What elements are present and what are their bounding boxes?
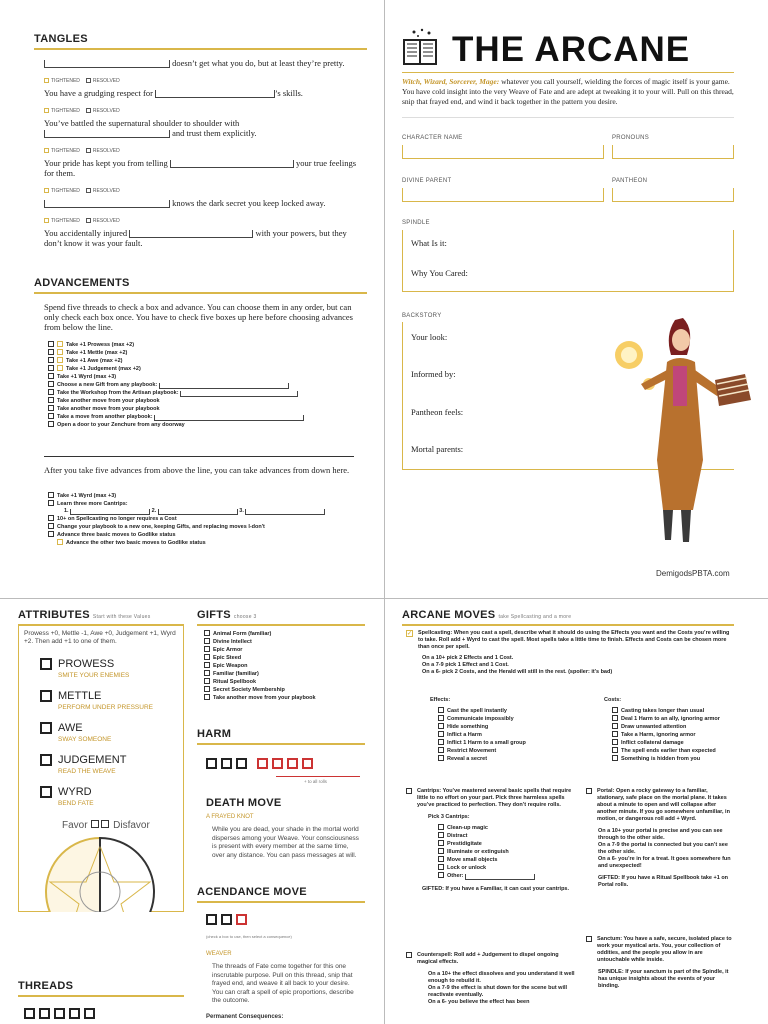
cantrip-label: Lock or unlock: [447, 865, 487, 871]
arcane-character-illustration: [605, 310, 765, 550]
effect-label: Inflict 1 Harm to a small group: [447, 740, 526, 746]
advance-checkbox[interactable]: [48, 365, 54, 371]
counterspell-roll: On a 10+ the effect dissolves and you understand it well enough to rebuild it.: [428, 971, 575, 984]
effect-checkbox[interactable]: [438, 731, 444, 737]
resolved-label: RESOLVED: [92, 187, 120, 194]
backstory-pantheon-label: Pantheon feels:: [411, 407, 464, 417]
advance-label: Take another move from your playbook: [57, 406, 160, 412]
tangle-item: [44, 118, 366, 158]
cantrips-checkbox[interactable]: [406, 788, 412, 794]
advance-label: Take +1 Judgement (max +2): [66, 366, 141, 372]
cantrip-label: Prestidigitate: [447, 841, 482, 847]
tangles-rule: [34, 48, 367, 50]
harm-note: + to all rolls: [304, 779, 327, 784]
advance-label: Advance three basic moves to Godlike status: [57, 532, 176, 538]
portal-roll: On a 6- you’re in for a treat. It goes somewhere fun and unexpected!: [598, 856, 731, 869]
portal-roll: On a 10+ your portal is precise and you can see through to the other side.: [598, 828, 723, 841]
cost-label: Casting takes longer than usual: [621, 708, 705, 714]
cantrips-pick: Pick 3 Cantrips:: [428, 814, 470, 820]
death-move-text: While you are dead, your shade in the mortal world disperses among your Weave. Your consciousness is present with every member at the same time, over any distance. You can pass messages at will.: [212, 826, 359, 859]
spellcasting-checkbox[interactable]: ✓: [407, 631, 413, 637]
advance-label: Take a move from another playbook:: [57, 414, 153, 420]
advancements-rule: [34, 292, 367, 294]
cost-label: Something is hidden from you: [621, 756, 701, 762]
portal-gifted: GIFTED: If you have a Ritual Spellbook take +1 on Portal rolls.: [598, 875, 729, 888]
ascendance-box-final[interactable]: [236, 914, 247, 925]
advance-blank[interactable]: [180, 391, 298, 397]
costs-title: Costs:: [604, 697, 622, 703]
attributes-values: Prowess +0, Mettle -1, Awe +0, Judgement +1, Wyrd +2. Then add +1 to one of them.: [24, 630, 176, 645]
header-intro-emphasis: Witch, Wizard, Sorcerer, Mage:: [402, 77, 500, 86]
resolved-label: RESOLVED: [92, 147, 120, 154]
thread-box[interactable]: [54, 1008, 65, 1019]
advance-label: Take the Workshop from the Artisan playbook:: [57, 390, 179, 396]
effect-label: Communicate impossibly: [447, 716, 514, 722]
tightened-label: TIGHTENED: [51, 217, 80, 224]
gifts-list: [204, 630, 364, 702]
resolved-checkbox[interactable]: [86, 218, 91, 223]
stats-list: [18, 652, 184, 812]
ascendance-perm: Permanent Consequences:: [206, 1014, 284, 1020]
cost-label: Inflict collateral damage: [621, 740, 684, 746]
advance-label: Take +1 Awe (max +2): [66, 358, 123, 364]
divine-parent-field[interactable]: [402, 188, 604, 202]
advancement-list-upper: [48, 341, 348, 429]
header-intro: [402, 77, 734, 107]
thread-box[interactable]: [84, 1008, 95, 1019]
gift-checkbox[interactable]: [204, 662, 210, 668]
spindle-what-label: What Is it:: [411, 238, 447, 248]
harm-box[interactable]: [206, 758, 217, 769]
gifts-note: choose 3: [233, 614, 257, 620]
page-divider-vertical: [384, 0, 385, 1024]
resolved-label: RESOLVED: [92, 77, 120, 84]
advance-checkbox[interactable]: [48, 373, 54, 379]
gift-checkbox[interactable]: [204, 654, 210, 660]
gift-checkbox[interactable]: [204, 678, 210, 684]
cost-label: Draw unwanted attention: [621, 724, 687, 730]
resolved-label: RESOLVED: [92, 107, 120, 114]
stat-prowess: [18, 652, 184, 684]
harm-box[interactable]: [221, 758, 232, 769]
advance-checkbox[interactable]: [48, 341, 54, 347]
portal-roll: On a 7-9 the portal is connected but you can’t see the other side.: [598, 842, 728, 855]
pronouns-field[interactable]: [612, 145, 734, 159]
tangle-blank[interactable]: [44, 200, 170, 208]
cost-checkbox[interactable]: [612, 715, 618, 721]
spell-roll-line: On a 6- pick 2 Costs, and the Herald will still in the rest. (spoiler: it's bad): [422, 669, 613, 675]
ascendance-note: (check a box to use, then select a consequence): [206, 934, 292, 939]
gift-checkbox[interactable]: [204, 686, 210, 692]
header-separator: [402, 117, 734, 118]
portal-text: Portal: Open a rocky gateway to a familiar, stationary, safe place on the mortal plane. It takes about a minute to open and will collapse after another minute. If you go somewhere unfamiliar, in motion, or dangerous roll add + Wyrd.: [597, 788, 730, 822]
tangle-text: Your pride has kept you from telling: [44, 158, 168, 168]
ascendance-rule: [197, 901, 365, 903]
stat-move: BEND FATE: [58, 800, 94, 807]
effect-label: Cast the spell instantly: [447, 708, 507, 714]
cost-checkbox[interactable]: [612, 755, 618, 761]
advance-checkbox[interactable]: [48, 421, 54, 427]
effect-checkbox[interactable]: [438, 755, 444, 761]
effect-label: Inflict a Harm: [447, 732, 482, 738]
stat-wyrd: [18, 780, 184, 812]
stat-name: JUDGEMENT: [58, 754, 127, 766]
cost-label: Deal 1 Harm to an ally, ignoring armor: [621, 716, 720, 722]
advance-checkbox[interactable]: [48, 413, 54, 419]
advance-label: Advance the other two basic moves to Godlike status: [66, 540, 206, 546]
resolved-checkbox[interactable]: [86, 108, 91, 113]
attributes-title-text: ATTRIBUTES: [18, 609, 90, 621]
character-name-field[interactable]: [402, 145, 604, 159]
arcane-moves-note: take Spellcasting and a more: [498, 614, 572, 620]
backstory-label: BACKSTORY: [402, 313, 442, 319]
book-logo-icon: [402, 28, 438, 68]
advance-checkbox[interactable]: [48, 500, 54, 506]
tangles-list: [44, 58, 366, 254]
tangle-item: [44, 58, 366, 88]
advance-checkbox[interactable]: [48, 523, 54, 529]
cost-checkbox[interactable]: [612, 731, 618, 737]
gifts-title-text: GIFTS: [197, 609, 231, 621]
advancement-list-lower: Take +1 Wyrd (max +3) Learn three more Cantrips: 1. 2. 3. 10+ on Spellcasting no longer requires a Cost Change your playbook to a new one, keeping Gifts, and replacing moves I-don't Advance three basic moves to Godlike status Advance the other two basic moves to Godlike status: [48, 492, 348, 547]
sanctum-spindle-note: SPINDLE: If your sanctum is part of the Spindle, it has unique insights about the events of your binding.: [598, 969, 729, 989]
advance-checkbox[interactable]: [57, 539, 63, 545]
advancements-intro: Spend five threads to check a box and advance. You can choose them in any order, but can only check each box once. You have to check five boxes up here before choosing advances from below the line.: [44, 302, 353, 332]
advance-label: Open a door to your Zenchure from any doorway: [57, 422, 185, 428]
advance-checkbox[interactable]: [57, 357, 63, 363]
cantrip-label: Illuminate or extinguish: [447, 849, 509, 855]
divine-parent-label: DIVINE PARENT: [402, 178, 452, 184]
pronouns-label: PRONOUNS: [612, 135, 650, 141]
harm-boxes: [206, 756, 317, 774]
gift-label: Epic Weapon: [213, 663, 248, 669]
stat-mettle: [18, 684, 184, 716]
cantrip-checkbox[interactable]: [438, 824, 444, 830]
cantrip-checkbox[interactable]: [438, 856, 444, 862]
gifts-rule: [197, 624, 365, 626]
stat-move: PERFORM UNDER PRESSURE: [58, 704, 153, 711]
gift-label: Epic Armor: [213, 647, 243, 653]
tangle-text: doesn’t get what you do, but at least they’re pretty.: [172, 58, 345, 68]
tangle-text: knows the dark secret you keep locked away.: [172, 198, 326, 208]
counterspell-roll: On a 6- you believe the effect has been: [428, 999, 530, 1005]
sanctum-move: [586, 936, 736, 990]
cost-checkbox[interactable]: [612, 707, 618, 713]
advance-checkbox[interactable]: [48, 397, 54, 403]
gift-label: Secret Society Membership: [213, 687, 285, 693]
gift-checkbox[interactable]: [204, 638, 210, 644]
backstory-look-label: Your look:: [411, 332, 448, 342]
advance-checkbox[interactable]: [48, 531, 54, 537]
tangle-blank[interactable]: [44, 130, 170, 138]
favor-row: [62, 820, 150, 831]
threads-title: THREADS: [18, 980, 74, 992]
threads-boxes: [24, 1006, 99, 1024]
tangle-item: [44, 228, 366, 254]
harm-rule: [197, 743, 365, 745]
advance-checkbox[interactable]: [57, 365, 63, 371]
tangle-item: [44, 158, 366, 198]
page-title: THE ARCANE: [452, 30, 691, 69]
tightened-checkbox[interactable]: [44, 148, 49, 153]
cantrip-checkbox[interactable]: [438, 840, 444, 846]
harm-box[interactable]: [236, 758, 247, 769]
stat-value-box[interactable]: [40, 722, 52, 734]
gift-label: Familiar (familiar): [213, 671, 259, 677]
portal-checkbox[interactable]: [586, 788, 592, 794]
ascendance-subtitle: WEAVER: [206, 951, 232, 957]
tightened-checkbox[interactable]: [44, 78, 49, 83]
stat-value-box[interactable]: [40, 754, 52, 766]
tangle-blank[interactable]: [155, 90, 275, 98]
sanctum-text: Sanctum: You have a safe, secure, isolated place to work your mystical arts. You, your collection of oddities, and the people you allow in are untouchable while inside.: [597, 936, 732, 963]
stat-name: WYRD: [58, 786, 92, 798]
ascendance-title: ACENDANCE MOVE: [197, 886, 307, 898]
advance-label: Take +1 Prowess (max +2): [66, 342, 135, 348]
cost-checkbox[interactable]: [612, 739, 618, 745]
spell-roll-line: On a 7-9 pick 1 Effect and 1 Cost.: [422, 662, 509, 668]
harm-box-severe[interactable]: [257, 758, 268, 769]
stat-name: METTLE: [58, 690, 102, 702]
tightened-checkbox[interactable]: [44, 188, 49, 193]
cost-label: The spell ends earlier than expected: [621, 748, 716, 754]
advance-checkbox[interactable]: [48, 389, 54, 395]
advance-checkbox[interactable]: [48, 349, 54, 355]
effect-label: Restrict Movement: [447, 748, 497, 754]
spellcasting-text: Spellcasting: When you cast a spell, describe what it should do using the Effects you want and the Costs you’re willing to take. Roll add + Wyrd to cast the spell. Most spells take a little time to finish. Effects and Costs can be chosen more than once per spell.: [418, 630, 730, 650]
sanctum-checkbox[interactable]: [586, 936, 592, 942]
gift-label: Ritual Spellbook: [213, 679, 257, 685]
effect-label: Hide something: [447, 724, 489, 730]
gift-checkbox[interactable]: [204, 646, 210, 652]
counterspell-roll: On a 7-9 the effect is shut down for the scene but will reactivate eventually.: [428, 985, 568, 998]
cantrip-label: Move small objects: [447, 857, 498, 863]
tightened-label: TIGHTENED: [51, 147, 80, 154]
tangle-item: [44, 198, 366, 228]
cantrip-label: Clean-up magic: [447, 825, 488, 831]
advance-label: Take +1 Wyrd (max +3): [57, 374, 117, 380]
tangle-text: with your powers, but they don’t know it was your fault.: [44, 228, 347, 248]
harm-box-severe[interactable]: [302, 758, 313, 769]
stat-value-box[interactable]: [40, 690, 52, 702]
advance-checkbox[interactable]: [57, 341, 63, 347]
site-credit: DemigodsPBTA.com: [656, 569, 730, 578]
tightened-checkbox[interactable]: [44, 108, 49, 113]
pantheon-field[interactable]: [612, 188, 734, 202]
tightened-label: TIGHTENED: [51, 187, 80, 194]
effects-list: [430, 697, 570, 763]
tangle-text: You accidentally injured: [44, 228, 128, 238]
advance-label: Change your playbook to a new one, keeping Gifts, and replacing moves I-don't: [57, 524, 265, 530]
disfavor-checkbox[interactable]: [101, 820, 109, 828]
tightened-label: TIGHTENED: [51, 77, 80, 84]
cantrips-gifted: GIFTED: If you have a Familiar, it can cast your cantrips.: [422, 886, 570, 892]
pantheon-label: PANTHEON: [612, 178, 648, 184]
advance-label: 10+ on Spellcasting no longer requires a Cost: [57, 516, 177, 522]
cost-checkbox[interactable]: [612, 747, 618, 753]
advance-checkbox[interactable]: [48, 492, 54, 498]
harm-box-severe[interactable]: [272, 758, 283, 769]
spellcasting-move: [406, 630, 732, 676]
cantrip-blank[interactable]: [245, 509, 325, 515]
resolved-label: RESOLVED: [92, 217, 120, 224]
threads-rule: [18, 995, 184, 997]
ascendance-box[interactable]: [206, 914, 217, 925]
resolved-checkbox[interactable]: [86, 148, 91, 153]
effect-checkbox[interactable]: [438, 739, 444, 745]
gift-checkbox[interactable]: [204, 630, 210, 636]
tangle-text: ’s skills.: [275, 88, 303, 98]
gift-label: Epic Steed: [213, 655, 242, 661]
header-rule: [402, 72, 734, 73]
advance-label: Take another move from your playbook: [57, 398, 160, 404]
cantrip-checkbox[interactable]: [438, 872, 444, 878]
cantrips-text: Cantrips: You’ve mastered several basic spells that require little to no effort on your part. Pick three harmless spells you’ve practiced to perfection. They don’t require rolls.: [417, 788, 572, 808]
tangle-text: your true feelings for them.: [44, 158, 356, 178]
tangle-text: You have a grudging respect for: [44, 88, 153, 98]
effect-checkbox[interactable]: [438, 747, 444, 753]
advance-checkbox[interactable]: [48, 515, 54, 521]
advance-checkbox[interactable]: [48, 405, 54, 411]
gift-label: Divine Intellect: [213, 639, 252, 645]
advance-label: Take +1 Mettle (max +2): [66, 350, 128, 356]
cantrip-label: Other:: [447, 873, 464, 879]
spindle-why-label: Why You Cared:: [411, 268, 468, 278]
effect-checkbox[interactable]: [438, 723, 444, 729]
resolved-checkbox[interactable]: [86, 78, 91, 83]
cantrip-checkbox[interactable]: [438, 864, 444, 870]
attributes-note: Start with these Values: [92, 614, 151, 620]
stat-move: SMITE YOUR ENEMIES: [58, 672, 130, 679]
cantrip-label: Distract: [447, 833, 468, 839]
tightened-label: TIGHTENED: [51, 107, 80, 114]
effect-label: Reveal a secret: [447, 756, 488, 762]
advance-checkbox[interactable]: [48, 357, 54, 363]
stats-spacer: [18, 650, 19, 820]
cantrip-other-blank[interactable]: [465, 874, 535, 880]
stat-name: PROWESS: [58, 658, 115, 670]
character-name-label: CHARACTER NAME: [402, 135, 463, 141]
stat-name: AWE: [58, 722, 83, 734]
favor-wheel-icon: [44, 836, 156, 912]
cost-checkbox[interactable]: [612, 723, 618, 729]
thread-box[interactable]: [69, 1008, 80, 1019]
thread-box[interactable]: [39, 1008, 50, 1019]
tangle-text: and trust them explicitly.: [172, 128, 257, 138]
harm-penalty-line: [276, 776, 360, 777]
arcane-moves-title: [402, 609, 571, 621]
effects-title: Effects:: [430, 697, 451, 703]
harm-box-severe[interactable]: [287, 758, 298, 769]
costs-list: [604, 697, 736, 763]
header-intro-text: whatever you call yourself, wielding the forces of magic itself is your game. You have cold insight into the very Weave of Fate and are adept at tweaking it to your will. Pull on this thread, snip that frayed end, and wind it back together in the pattern you desire.: [402, 77, 734, 106]
tangle-blank[interactable]: [170, 160, 294, 168]
spell-roll-line: On a 10+ pick 2 Effects and 1 Cost.: [422, 655, 514, 661]
arcane-moves-rule: [402, 624, 734, 626]
stat-move: READ THE WEAVE: [58, 768, 116, 775]
counterspell-checkbox[interactable]: [406, 952, 412, 958]
ascendance-boxes: [206, 912, 251, 930]
advance-label: Take +1 Wyrd (max +3): [57, 493, 117, 499]
thread-box[interactable]: [24, 1008, 35, 1019]
death-move-title: DEATH MOVE: [206, 797, 282, 809]
stat-move: SWAY SOMEONE: [58, 736, 112, 743]
stat-awe: [18, 716, 184, 748]
gift-checkbox[interactable]: [204, 694, 210, 700]
death-move-subtitle: A FRAYED KNOT: [206, 814, 254, 820]
effect-checkbox[interactable]: [438, 715, 444, 721]
favor-checkbox[interactable]: [91, 820, 99, 828]
stat-value-box[interactable]: [40, 786, 52, 798]
cost-label: Take a Harm, ignoring armor: [621, 732, 696, 738]
tangles-title: TANGLES: [34, 33, 88, 45]
advance-checkbox[interactable]: [48, 381, 54, 387]
advance-checkbox[interactable]: [57, 349, 63, 355]
favor-label: Favor: [62, 820, 88, 831]
cantrip-checkbox[interactable]: [438, 832, 444, 838]
backstory-informed-label: Informed by:: [411, 369, 456, 379]
gift-label: Animal Form (familiar): [213, 631, 272, 637]
page-divider-horizontal: [0, 598, 768, 599]
spindle-label: SPINDLE: [402, 220, 430, 226]
advance-divider-line: [44, 456, 354, 457]
attributes-title: [18, 609, 151, 621]
disfavor-label: Disfavor: [113, 820, 150, 831]
tangle-text: You’ve battled the supernatural shoulder to shoulder with: [44, 118, 240, 128]
arcane-moves-title-text: ARCANE MOVES: [402, 609, 496, 621]
cantrips-move: [406, 788, 576, 893]
tangle-blank[interactable]: [44, 60, 170, 68]
ascendance-box[interactable]: [221, 914, 232, 925]
ascendance-text: The threads of Fate come together for this one inscrutable purpose. Pull on this thread, snip that frayed end, and weave it all back to your desire. You can craft a spell of epic proportions, describe the outcome.: [212, 963, 354, 1004]
tangle-blank[interactable]: [129, 230, 253, 238]
advancements-title: ADVANCEMENTS: [34, 277, 130, 289]
portal-move: [586, 788, 736, 889]
gift-label: Take another move from your playbook: [213, 695, 316, 701]
counterspell-move: [406, 952, 576, 1006]
advance-label: Choose a new Gift from any playbook:: [57, 382, 158, 388]
tightened-checkbox[interactable]: [44, 218, 49, 223]
stat-judgement: [18, 748, 184, 780]
counterspell-text: Counterspell: Roll add + Judgement to dispel ongoing magical effects.: [417, 952, 559, 965]
gifts-title: [197, 609, 257, 621]
tangle-item: [44, 88, 366, 118]
advancements-middle: After you take five advances from above the line, you can take advances from down here.: [44, 465, 350, 475]
stat-value-box[interactable]: [40, 658, 52, 670]
gift-checkbox[interactable]: [204, 670, 210, 676]
harm-title: HARM: [197, 728, 232, 740]
advance-label: Learn three more Cantrips:: [57, 501, 128, 507]
cantrip-checkbox[interactable]: [438, 848, 444, 854]
backstory-parents-label: Mortal parents:: [411, 444, 464, 454]
spindle-box[interactable]: [402, 230, 734, 292]
resolved-checkbox[interactable]: [86, 188, 91, 193]
effect-checkbox[interactable]: [438, 707, 444, 713]
